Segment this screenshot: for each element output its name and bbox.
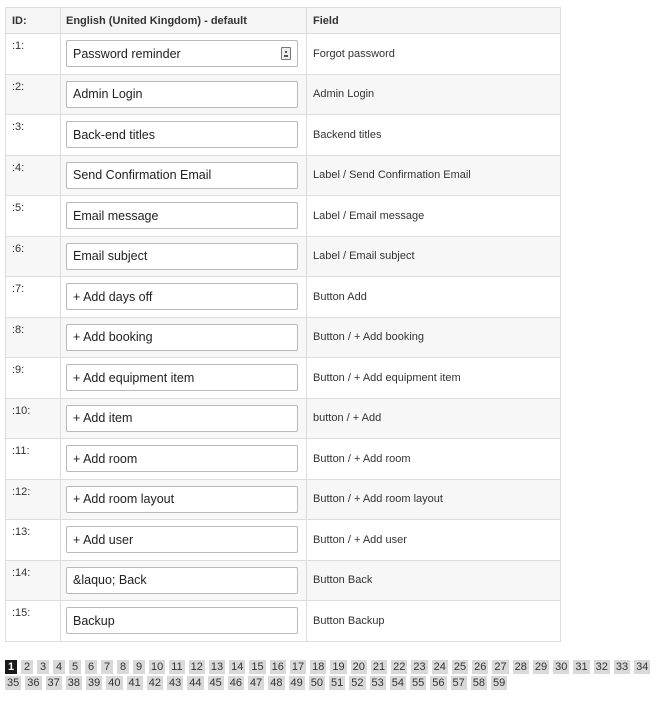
translation-input-wrap [66,405,298,432]
page-link-27[interactable]: 27 [494,661,507,673]
page-link-43[interactable]: 43 [169,677,182,689]
translation-input[interactable] [66,567,298,594]
row-value-cell [61,156,307,196]
page-link-25[interactable]: 25 [453,661,467,673]
row-field-label: Admin Login [313,88,375,101]
table-row [6,115,560,156]
row-field-label: Button / + Add equipment item [313,371,461,384]
page-link-31[interactable]: 31 [575,661,588,673]
row-field-label: Button Backup [313,614,385,627]
row-id: :1: [6,34,61,74]
translation-input-wrap [66,324,298,351]
page-link-55[interactable]: 55 [412,677,425,689]
page-link-53[interactable]: 53 [371,677,384,689]
row-field-label: Button Add [313,290,367,303]
page-link-42[interactable]: 42 [148,677,161,689]
row-value-cell [61,358,307,398]
translation-input[interactable] [66,607,298,634]
row-id: :5: [6,196,61,236]
page-link-38[interactable]: 38 [67,677,80,689]
row-id: :7: [6,277,61,317]
row-value-cell [61,399,307,439]
translation-input-wrap [66,121,298,148]
table-row [6,399,560,440]
translation-input-wrap [66,526,298,553]
page-link-7[interactable]: 7 [101,660,113,674]
header-language: English (United Kingdom) - default [61,8,307,33]
translation-input-wrap [66,283,298,310]
page-link-39[interactable]: 39 [88,677,101,689]
translation-input[interactable] [66,40,298,67]
page-link-26[interactable]: 26 [474,661,487,673]
translation-input[interactable] [66,405,298,432]
row-value-cell [61,520,307,560]
row-value-cell [61,75,307,115]
table-row [6,480,560,521]
page-link-16[interactable]: 16 [271,661,284,673]
page-link-21[interactable]: 21 [372,661,386,673]
translation-input-wrap [66,81,298,108]
keyboard-icon[interactable] [281,47,291,60]
page-link-49[interactable]: 49 [290,677,303,689]
row-field-label: Label / Email subject [313,250,415,263]
page-link-20[interactable]: 20 [352,661,365,673]
page-link-58[interactable]: 58 [472,677,485,689]
translation-input-wrap [66,486,298,513]
row-field-label: Label / Email message [313,209,425,222]
row-id: :12: [6,480,61,520]
page-link-2[interactable]: 2 [21,660,33,674]
row-id: :2: [6,75,61,115]
table-row [6,277,560,318]
row-field-label: Button / + Add user [313,533,407,546]
header-id: ID: [6,8,61,33]
page-link-28[interactable]: 28 [514,661,527,673]
page-link-30[interactable]: 30 [555,661,568,673]
translation-input[interactable] [66,486,298,513]
translation-input[interactable] [66,445,298,472]
page-link-32[interactable]: 32 [595,661,608,673]
page-link-8[interactable]: 8 [117,660,129,674]
table-row [6,196,560,237]
translation-input[interactable] [66,364,298,391]
translation-input[interactable] [66,526,298,553]
row-field-label: Button / + Add booking [313,331,425,344]
page-link-29[interactable]: 29 [534,661,548,673]
page-link-54[interactable]: 54 [391,677,404,689]
row-field-label: Button / + Add room [313,452,411,465]
page-link-10[interactable]: 10 [151,661,164,673]
translation-input-wrap [66,40,298,67]
row-id: :15: [6,601,61,641]
translation-input[interactable] [66,202,298,229]
row-id: :10: [6,399,61,439]
row-id: :4: [6,156,61,196]
page-link-18[interactable]: 18 [312,661,325,673]
page-link-52[interactable]: 52 [351,677,364,689]
page-link-4[interactable]: 4 [53,660,65,674]
page-link-14[interactable]: 14 [231,661,244,673]
pagination [5,660,655,690]
page-link-34[interactable]: 34 [636,661,649,673]
translation-input[interactable] [66,283,298,310]
table-row [6,75,560,116]
row-id: :14: [6,561,61,601]
translation-input[interactable] [66,121,298,148]
row-id: :8: [6,318,61,358]
translation-input-wrap [66,162,298,189]
page-link-3[interactable]: 3 [37,660,49,674]
row-value-cell [61,318,307,358]
translation-input-wrap [66,445,298,472]
row-value-cell [61,196,307,236]
table-row [6,358,560,399]
row-id: :13: [6,520,61,560]
table-row [6,601,560,642]
row-id: :11: [6,439,61,479]
table-header [6,7,560,34]
page-link-36[interactable]: 36 [27,677,40,689]
translation-input[interactable] [66,324,298,351]
table-row [6,439,560,480]
table-body [6,34,560,642]
table-row [6,561,560,602]
table-row [6,520,560,561]
page-link-57[interactable]: 57 [452,677,465,689]
row-field-label: button / + Add [313,412,382,425]
row-field-label: Forgot password [313,47,395,60]
page-link-35[interactable]: 35 [7,677,20,689]
page-link-6[interactable]: 6 [85,660,97,674]
row-field-label: Button / + Add room layout [313,493,443,506]
page-link-51[interactable]: 51 [331,677,344,689]
row-value-cell [61,277,307,317]
translation-input-wrap [66,364,298,391]
page-link-23[interactable]: 23 [413,661,426,673]
page-link-13[interactable]: 13 [210,661,224,673]
page-link-41[interactable]: 41 [128,677,141,689]
row-value-cell [61,601,307,641]
page-link-44[interactable]: 44 [189,677,202,689]
page-link-48[interactable]: 48 [270,677,283,689]
table-row [6,318,560,359]
page-link-46[interactable]: 46 [229,677,242,689]
page-link-1[interactable]: 1 [5,660,17,674]
page-link-47[interactable]: 47 [250,677,263,689]
page-link-15[interactable]: 15 [251,661,264,673]
translation-input-wrap [66,243,298,270]
translation-input-wrap [66,202,298,229]
page-link-59[interactable]: 59 [493,677,506,689]
table-row [6,34,560,75]
page-link-40[interactable]: 40 [108,677,121,689]
page-link-11[interactable]: 11 [171,661,183,673]
row-field-label: Label / Send Confirmation Email [313,169,471,182]
page-link-45[interactable]: 45 [209,677,222,689]
table-row [6,156,560,197]
page-link-56[interactable]: 56 [432,677,445,689]
row-value-cell [61,115,307,155]
row-value-cell [61,34,307,74]
page-link-33[interactable]: 33 [615,661,629,673]
row-value-cell [61,237,307,277]
page-link-22[interactable]: 22 [393,661,406,673]
page-link-12[interactable]: 12 [190,661,203,673]
header-field: Field [313,14,339,27]
translation-input-wrap [66,607,298,634]
page-link-5[interactable]: 5 [69,660,81,674]
table-row [6,237,560,278]
row-id: :6: [6,237,61,277]
row-id: :3: [6,115,61,155]
row-value-cell [61,561,307,601]
page-link-19[interactable]: 19 [332,661,345,673]
page-link-24[interactable]: 24 [433,661,446,673]
row-id: :9: [6,358,61,398]
translation-table [5,7,561,642]
page-link-9[interactable]: 9 [133,660,145,674]
translation-input[interactable] [66,81,298,108]
page-link-17[interactable]: 17 [291,661,305,673]
row-value-cell [61,439,307,479]
row-field-label: Backend titles [313,128,382,141]
translation-input[interactable] [66,243,298,270]
row-field-label: Button Back [313,574,373,587]
row-value-cell [61,480,307,520]
translation-input[interactable] [66,162,298,189]
page-link-50[interactable]: 50 [310,677,323,689]
page-link-37[interactable]: 37 [47,677,60,689]
translation-input-wrap [66,567,298,594]
